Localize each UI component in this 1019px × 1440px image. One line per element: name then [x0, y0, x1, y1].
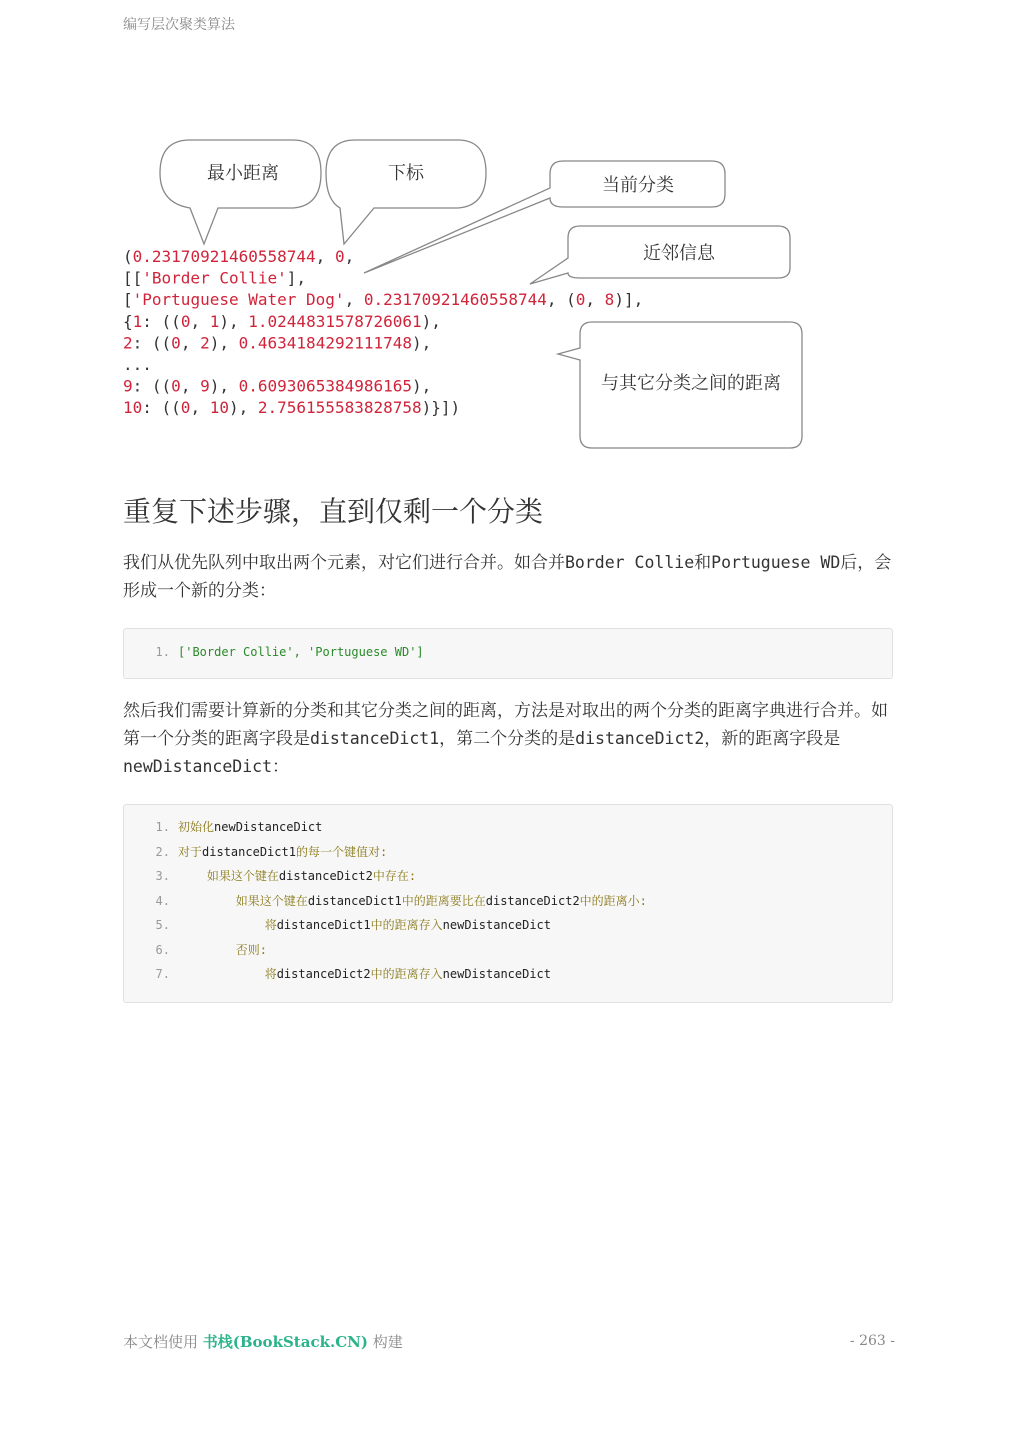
code-token: newDistanceDict	[442, 967, 552, 981]
code-punct: : ((	[132, 376, 172, 396]
inline-code: Border Collie	[565, 553, 695, 572]
code-token: newDistanceDict	[214, 820, 323, 834]
bubble-neighbor-info-label: 近邻信息	[643, 243, 715, 264]
code-line	[124, 815, 892, 840]
line-number: 6.	[155, 942, 170, 957]
code-token: distanceDict1	[202, 844, 296, 859]
code-block-pseudocode	[123, 804, 893, 1003]
code-punct: ,	[344, 247, 355, 266]
bubble-min-distance	[160, 140, 321, 244]
code-punct: ),	[412, 333, 432, 353]
code-token: distanceDict2	[276, 967, 371, 981]
code-punct: ,	[585, 290, 605, 310]
code-punct: ],	[286, 268, 307, 288]
code-value: 2.756155583828758	[257, 398, 422, 418]
figure-code-line	[123, 269, 306, 288]
paragraph-distance-merge	[123, 697, 895, 781]
section-heading: 重复下述步骤，直到仅剩一个分类	[123, 495, 544, 528]
code-value: 0	[180, 311, 191, 331]
code-value: 9	[200, 376, 210, 396]
code-punct: )],	[614, 290, 644, 310]
footer-credit	[123, 1331, 403, 1352]
text-run: ：	[272, 757, 290, 777]
figure-code-line	[123, 398, 460, 417]
code-value: 0.4634184292111748	[238, 333, 413, 353]
bubble-current-cluster-label: 当前分类	[602, 175, 674, 196]
figure-code-line	[123, 312, 441, 331]
code-value: 'Portuguese Water Dog'	[132, 290, 345, 310]
code-token: distanceDict2	[278, 869, 373, 883]
code-value: 0	[334, 247, 345, 266]
code-token: distanceDict1	[307, 893, 402, 908]
code-token: 的每一个键值对:	[295, 844, 388, 859]
code-value: 0.6093065384986165	[238, 376, 413, 396]
code-token: 中的距离存入	[370, 967, 443, 981]
code-token: 中的距离小:	[579, 893, 647, 908]
code-value: 'Border Collie'	[142, 268, 287, 288]
code-punct: ,	[180, 376, 201, 396]
code-punct: [[	[123, 268, 143, 288]
code-token: 将	[178, 967, 277, 981]
text-run: ，第二个分类的是	[439, 729, 576, 749]
code-line	[124, 913, 892, 938]
text-run: 后，会形成一个新的分类：	[123, 553, 892, 601]
annotated-code-figure	[118, 128, 818, 458]
code-punct: (	[123, 247, 133, 266]
code-value: 0	[180, 398, 191, 418]
code-punct: [	[123, 290, 133, 310]
footer-suffix: 构建	[367, 1333, 403, 1351]
code-punct: ,	[190, 398, 210, 418]
code-value: 8	[604, 290, 615, 310]
paragraph-merge-intro	[123, 549, 895, 605]
figure-code-line	[123, 377, 431, 396]
code-punct: ...	[123, 355, 152, 374]
code-value: 9	[123, 376, 133, 396]
code-punct: : ((	[142, 398, 181, 418]
code-token: distanceDict2	[485, 893, 580, 908]
footer-prefix: 本文档使用	[123, 1333, 203, 1351]
code-punct: )}])	[421, 398, 461, 418]
code-value: 0	[171, 376, 181, 396]
inline-code: distanceDict2	[575, 729, 705, 748]
code-punct: ,	[315, 247, 335, 266]
bubble-index-label: 下标	[388, 163, 424, 184]
line-number: 5.	[155, 918, 170, 932]
code-token: distanceDict1	[276, 918, 371, 932]
code-punct: : ((	[132, 333, 172, 353]
code-token: 如果这个键在	[178, 893, 308, 908]
line-number: 4.	[155, 893, 170, 908]
code-line	[124, 889, 892, 914]
code-token: 将	[178, 918, 277, 932]
code-token: 初始化	[178, 820, 215, 834]
code-token: 中存在:	[372, 869, 417, 883]
footer-brand-link[interactable]: 书栈(BookStack.CN)	[202, 1333, 368, 1351]
code-value: 10	[209, 398, 229, 418]
line-number: 1.	[155, 645, 170, 659]
code-line	[124, 938, 892, 963]
code-token: 否则:	[178, 942, 268, 957]
code-line	[124, 864, 892, 889]
figure-code-line	[123, 247, 354, 266]
code-punct: ),	[228, 398, 258, 418]
inline-code: distanceDict1	[310, 729, 440, 748]
inline-code: Portuguese WD	[711, 553, 841, 572]
inline-code: newDistanceDict	[123, 757, 273, 776]
code-punct: ),	[209, 376, 239, 396]
code-punct: ),	[219, 311, 249, 331]
code-punct: ),	[421, 311, 441, 331]
code-token: 如果这个键在	[178, 869, 279, 883]
code-value: 2	[123, 333, 133, 353]
code-punct: ,	[190, 311, 210, 331]
text-run: ，新的距离字段是	[704, 729, 841, 749]
code-value: 0.23170921460558744	[132, 247, 316, 266]
line-number: 7.	[155, 967, 170, 981]
code-punct: ,	[180, 333, 201, 353]
code-token: 中的距离存入	[370, 918, 443, 932]
text-run: 我们从优先队列中取出两个元素，对它们进行合并。如合并	[123, 553, 565, 573]
code-token: ['Border Collie', 'Portuguese WD']	[178, 645, 424, 659]
line-number: 2.	[155, 844, 170, 859]
code-value: 0	[171, 333, 181, 353]
code-token: 中的距离要比在	[401, 893, 486, 908]
code-punct: : ((	[142, 311, 181, 331]
code-line	[124, 840, 892, 865]
code-value: 2	[200, 333, 210, 353]
code-value: 10	[123, 398, 143, 418]
code-value: 1.0244831578726061	[248, 311, 422, 331]
code-value: 0.23170921460558744	[363, 290, 547, 310]
code-token: newDistanceDict	[442, 918, 552, 932]
code-token: 对于	[178, 844, 203, 859]
running-header: 编写层次聚类算法	[123, 17, 235, 33]
code-punct: {	[123, 311, 133, 331]
code-punct: ),	[209, 333, 239, 353]
bubble-min-distance-label: 最小距离	[207, 163, 279, 184]
figure-code-line	[123, 333, 431, 352]
code-punct: , (	[546, 290, 576, 310]
figure-code-line	[123, 355, 152, 374]
line-number: 1.	[155, 820, 170, 834]
code-punct: ,	[344, 290, 364, 310]
page-number: - 263 -	[849, 1333, 895, 1349]
bubble-distance-others-label: 与其它分类之间的距离	[601, 373, 781, 394]
code-value: 1	[132, 311, 143, 331]
text-run: 和	[694, 553, 712, 573]
code-value: 0	[575, 290, 586, 310]
code-punct: ),	[412, 376, 432, 396]
code-value: 1	[209, 311, 220, 331]
line-number: 3.	[155, 869, 170, 883]
code-line	[124, 962, 892, 987]
figure-code-line	[123, 290, 643, 309]
code-block-merged-cluster	[123, 628, 893, 679]
text-run: 然后我们需要计算新的分类和其它分类之间的距离，方法是对取出的两个分类的距离字典进行合并。如第一个分类的距离字段是	[123, 701, 888, 749]
code-line	[124, 640, 892, 665]
